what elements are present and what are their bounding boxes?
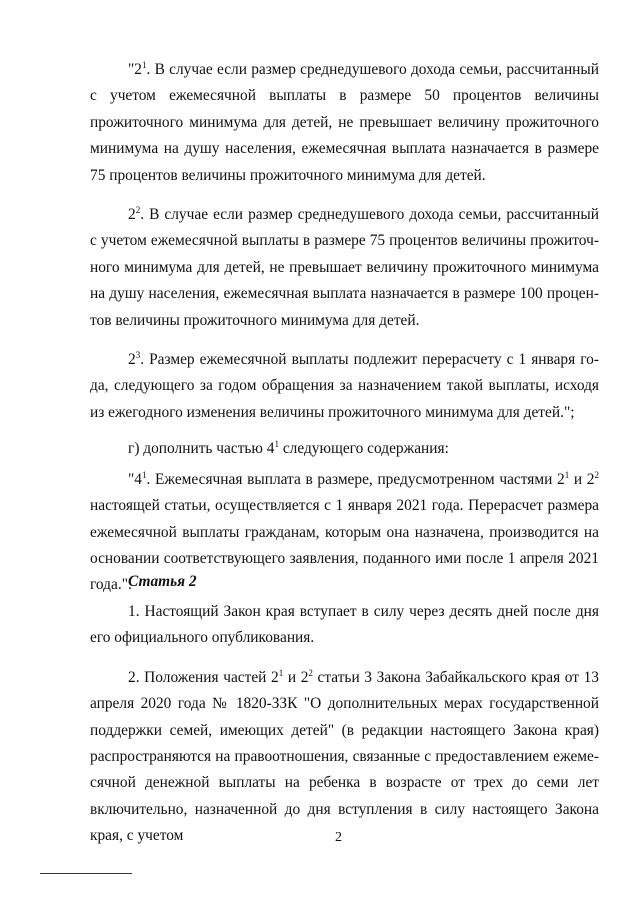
page-number: 2 <box>335 830 342 845</box>
article-paragraph-2: 2. Положения частей $2^1$ и $2^2$ статьи 3 Закона Забайкальского края от 13 апреля 2020 года № 1820-ЗЗК "О дополнительных мерах государственной поддержки семей, имеющих детей" (в редакции настоящего Закона края) распространяются на правоотношения, связанные с предоставлением ежемесячной денежной выплаты на ребенка в возрасте от трех до семи лет включительно, назначенной до дня вступления в силу настоящего Закона края, с учетом <box>90 667 599 845</box>
amendment-text <box>90 57 599 599</box>
paragraph-4-1: "$4^1$. Ежемесячная выплата в размере, предусмотренном частями $2^1$ и $2^2$ настоящей статьи, осуществляется с 1 января 2021 года. Перерасчет размера ежемесячной выплаты гражданам, которым она назначена, производится на основании соответствующего заявления, поданного ими после 1 апреля 2021 года.". <box>90 469 599 594</box>
footer-divider <box>40 873 132 874</box>
paragraph-g: г) дополнить частью $4^1$ следующего содержания: <box>128 439 449 458</box>
paragraph-2-2: $2^2$. В случае если размер среднедушевого дохода семьи, рассчитанный с учетом ежемесячной выплаты в размере 75 процентов величины прожиточного минимума для детей, не превышает величину прожиточного минимума на душу населения, ежемесячная выплата назначается в размере 100 процентов величины прожиточного минимума для детей. <box>90 204 599 329</box>
article-text <box>90 599 599 850</box>
paragraph-2-3: $2^3$. Размер ежемесячной выплаты подлежит перерасчету с 1 января года, следующего за годом обращения за назначением такой выплаты, исходя из ежегодного изменения величины прожиточного минимума для детей."; <box>90 349 599 421</box>
article-heading: Статья 2 <box>128 573 197 590</box>
article-paragraph-1: 1. Настоящий Закон края вступает в силу через десять дней после дня его официального опубликования. <box>90 603 599 647</box>
paragraph-2-1: "$2^1$. В случае если размер среднедушевого дохода семьи, рассчитанный с учетом ежемесячной выплаты в размере 50 процентов величины прожиточного минимума для детей, не превышает величину прожиточного минимума на душу населения, ежемесячная выплата назначается в размере 75 процентов величины прожиточного минимума для детей. <box>90 59 599 184</box>
